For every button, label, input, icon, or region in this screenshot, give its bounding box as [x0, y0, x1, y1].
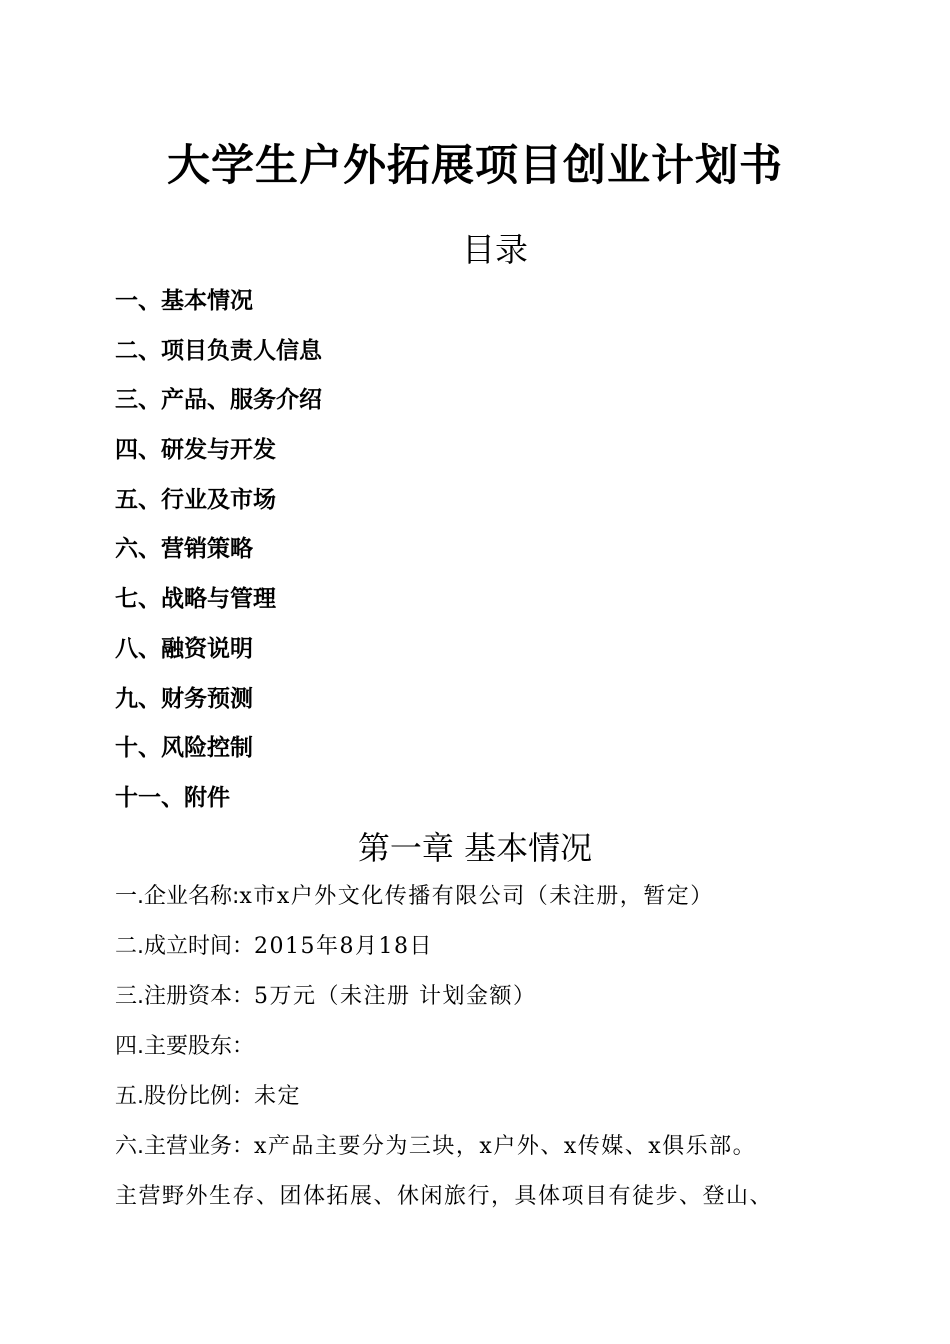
info-item	[115, 928, 835, 978]
toc-item: 十一、附件	[115, 784, 230, 811]
info-item	[115, 1028, 835, 1078]
toc-item: 六、营销策略	[115, 536, 253, 563]
info-item	[115, 1078, 835, 1128]
info-value: 2015年8月18日	[254, 934, 433, 959]
info-label: 二.成立时间：	[115, 934, 254, 959]
toc-item: 七、战略与管理	[115, 586, 276, 613]
info-value: 5万元（未注册 计划金额）	[254, 984, 537, 1009]
info-item	[115, 878, 835, 928]
toc-heading: 目录	[462, 230, 528, 269]
chapter-title: 第一章 基本情况	[357, 829, 593, 867]
toc-item: 一、基本情况	[115, 288, 253, 314]
paragraph-continuation	[115, 1178, 835, 1228]
info-label: 五.股份比例：	[115, 1084, 254, 1109]
info-value: 未定	[254, 1084, 302, 1109]
basic-info-list	[115, 878, 835, 1228]
toc-item: 三、产品、服务介绍	[115, 387, 322, 414]
toc-item: 四、研发与开发	[115, 437, 276, 464]
toc-item: 二、项目负责人信息	[115, 337, 322, 364]
document-title: 大学生户外拓展项目创业计划书	[167, 141, 783, 191]
info-label: 四.主要股东：	[115, 1034, 254, 1059]
info-label: 三.注册资本：	[115, 984, 254, 1009]
info-label: 一.企业名称:	[115, 884, 240, 909]
info-value: x产品主要分为三块，x户外、x传媒、x俱乐部。	[254, 1134, 757, 1159]
table-of-contents	[115, 284, 322, 831]
info-value: x市x户外文化传播有限公司（未注册，暂定）	[239, 884, 714, 909]
toc-item: 十、风险控制	[115, 735, 253, 762]
info-item	[115, 1128, 835, 1178]
info-label: 六.主营业务：	[115, 1134, 254, 1159]
info-item	[115, 978, 835, 1028]
toc-item: 八、融资说明	[115, 635, 253, 662]
paragraph-text: 主营野外生存、团体拓展、休闲旅行，具体项目有徒步、登山、	[115, 1184, 774, 1209]
toc-item: 五、行业及市场	[115, 486, 276, 513]
toc-item: 九、财务预测	[115, 685, 253, 712]
